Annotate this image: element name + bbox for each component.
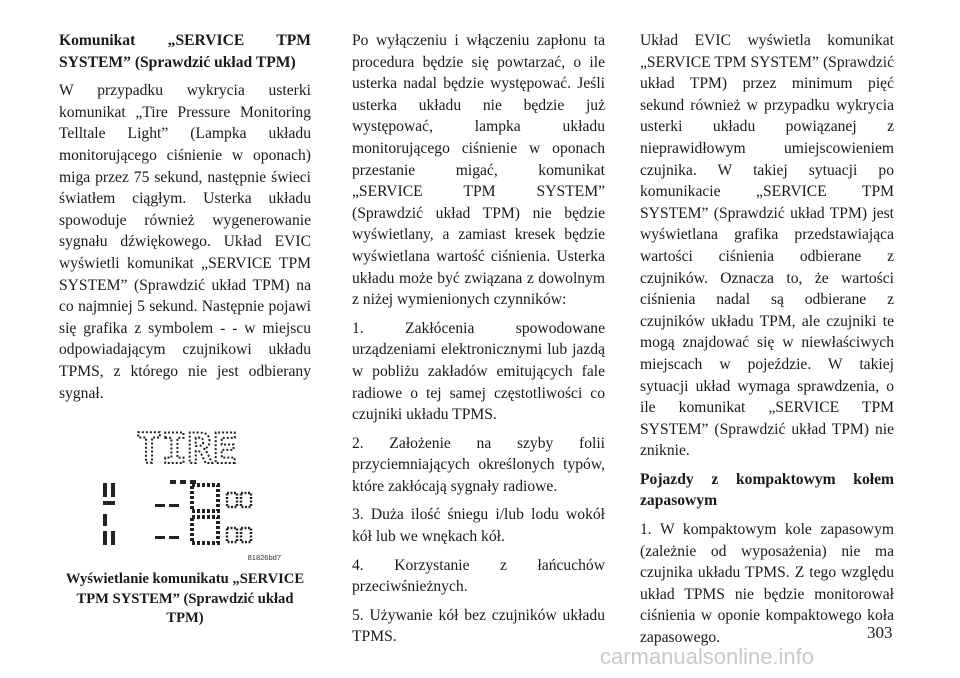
paragraph-compact-spare: 1. W kompaktowym kole zapasowym (zależnie od wyposażenia) nie ma czujnika układu TPMS. Z tego względu układ TPMS nie będzie monitorował ciśnienia w oponie kompaktowego koła zapasowego. [640,521,894,647]
dash-indicators [155,504,179,539]
list-item: 5. Używanie kół bez czujników układu TPMS. [352,606,605,646]
paragraph-ignition: Po wyłączeniu i włączeniu zapłonu ta procedura będzie się powtarzać, o ile usterka nadal będzie występować. Jeśli usterka układu nie będzie już występować, lampka układu monitorującego ciśnienie w oponach przestanie migać, komunikat „SERVICE TPM SYSTEM” (Sprawdzić układ TPM) nie będzie wyświetlany, a zamiast kresek będzie wyświetlana wartość ciśnienia. Usterka układu może być związana z dowolnym z niżej wymienionych czynników: [352,32,605,309]
pressure-values [227,493,251,542]
list-item: 2. Założenie na szyby folii przyciemniających określonych typów, które zakłócają sygnały radiowe. [352,434,605,495]
watermark: carmanualsonline.info [600,644,815,669]
column-right [640,30,894,656]
tpm-display-figure [59,420,311,570]
column-middle [352,30,605,655]
vehicle-outline [170,480,218,543]
dot-matrix-display-graphic [59,420,311,570]
page-number: 303 [867,623,893,642]
section-heading-service-tpm: Komunikat „SERVICE TPM SYSTEM” (Sprawdzić układ TPM) [59,32,311,71]
list-item: 3. Duża ilość śniegu i/lub lodu wokół kół lub we wnękach kół. [352,506,605,546]
tire-label: TIRE [136,424,238,474]
paragraph-sensor-location: Układ EVIC wyświetla komunikat „SERVICE TPM SYSTEM” (Sprawdzić układ TPM) przez minimum pięć sekund również w przypadku wykrycia usterki układu powiązanej z nieprawidłowym umiejscowieniem czujnika. W takiej sytuacji po komunikacie „SERVICE TPM SYSTEM” (Sprawdzić układ TPM) jest wyświetlana grafika przedstawiająca wartości ciśnienia odbierane z czujników. Oznacza to, że wartości ciśnienia nadal są odbierane z czujników układu TPM, ale czujniki te mogą znajdować się w niewłaściwych miejscach w pojeździe. W takiej sytuacji układ wymaga sprawdzenia, o ile komunikat „SERVICE TPM SYSTEM” (Sprawdzić układ TPM) nie zniknie. [640,32,894,460]
left-dots [103,483,115,545]
figure-caption: Wyświetlanie komunikatu „SERVICE TPM SYSTEM” (Sprawdzić układ TPM) [65,571,305,627]
paragraph-malfunction: W przypadku wykrycia usterki komunikat „Tire Pressure Monitoring Telltale Light” (Lampka układu monitorującego ciśnienie w oponach) miga przez 75 sekund, następnie świeci światłem ciągłym. Usterka układu spowoduje również wygenerowanie sygnału dźwiękowego. Układ EVIC wyświetli komunikat „SERVICE TPM SYSTEM” (Sprawdzić układ TPM) na co najmniej 5 sekund. Następnie pojawi się grafika z symbolem - - w miejscu odpowiadającym czujnikowi układu TPMS, z którego nie jest odbierany sygnał. [59,82,311,402]
list-item: 1. Zakłócenia spowodowane urządzeniami elektronicznymi lub jazdą w pobliżu zakładów emitujących fale radiowe o tej samej częstotliwości co czujniki układu TPMS. [352,319,605,424]
list-item: 4. Korzystanie z łańcuchów przeciwśnieżnych. [352,556,605,596]
section-heading-compact-spare: Pojazdy z kompaktowym kołem zapasowym [640,470,894,510]
column-left [59,30,311,636]
figure-code: 81826bd7 [247,553,281,563]
